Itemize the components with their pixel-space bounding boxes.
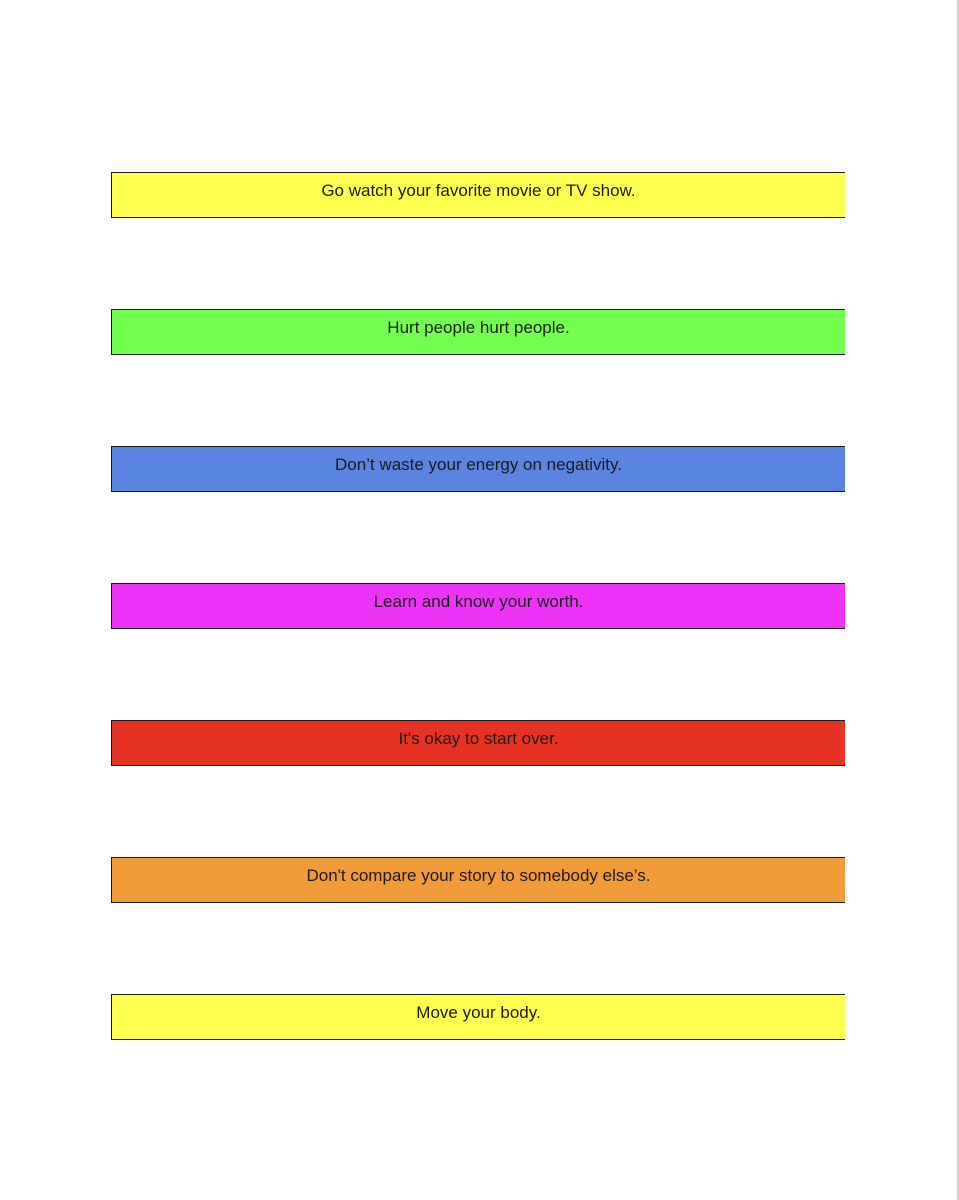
affirmation-text: Don't compare your story to somebody else’s. xyxy=(306,866,651,885)
affirmation-strip xyxy=(111,583,845,629)
affirmation-strip xyxy=(111,994,845,1040)
affirmation-strip xyxy=(111,309,845,355)
affirmation-strip xyxy=(111,720,845,766)
affirmation-text: Learn and know your worth. xyxy=(373,592,584,611)
affirmation-text: Hurt people hurt people. xyxy=(387,318,570,337)
affirmation-strip xyxy=(111,446,845,492)
affirmation-text: Don’t waste your energy on negativity. xyxy=(335,455,622,474)
affirmation-text: It's okay to start over. xyxy=(398,729,559,748)
affirmation-text: Go watch your favorite movie or TV show. xyxy=(321,181,636,200)
affirmation-text: Move your body. xyxy=(416,1003,541,1022)
affirmation-strip xyxy=(111,857,845,903)
affirmation-strip xyxy=(111,172,845,218)
